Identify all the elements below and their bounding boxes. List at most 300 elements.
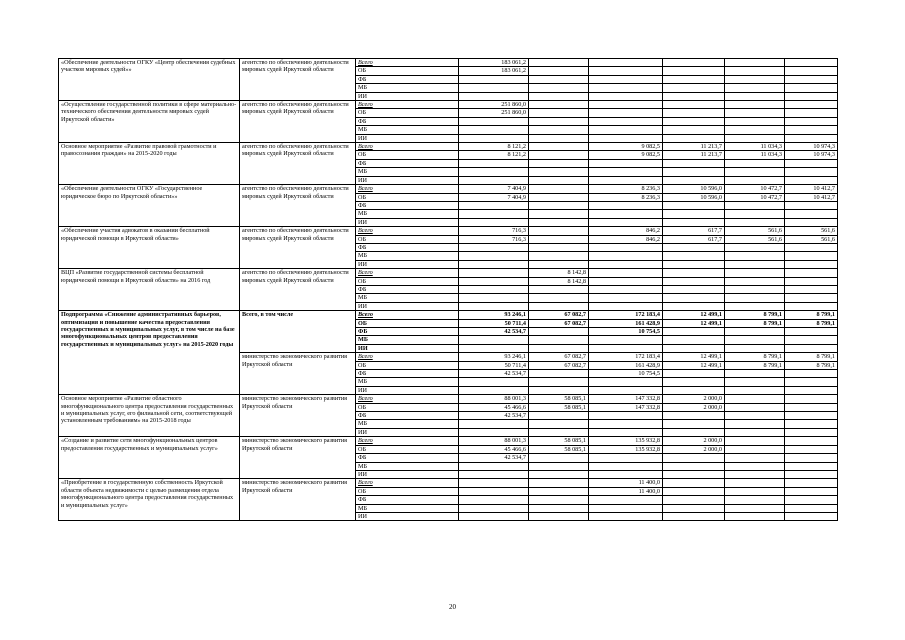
amount-cell (663, 428, 725, 436)
amount-cell (725, 252, 785, 260)
amount-cell (785, 159, 838, 167)
funding-source: МБ (356, 504, 459, 512)
amount-cell: 10 974,3 (785, 151, 838, 159)
amount-cell (663, 134, 725, 142)
amount-cell (529, 227, 589, 235)
amount-cell (459, 176, 529, 184)
amount-cell: 8 799,1 (785, 311, 838, 319)
amount-cell (663, 386, 725, 394)
funding-source: ФБ (356, 412, 459, 420)
responsible-executor: министерство экономического развития Иркутской области (240, 479, 356, 521)
amount-cell: 42 534,7 (459, 412, 529, 420)
funding-source: Всего (356, 143, 459, 151)
amount-cell: 11 034,3 (725, 151, 785, 159)
table-row (59, 143, 838, 151)
amount-cell (725, 370, 785, 378)
amount-cell (663, 269, 725, 277)
amount-cell: 10 472,7 (725, 193, 785, 201)
table-row (59, 269, 838, 277)
amount-cell (663, 159, 725, 167)
amount-cell (785, 294, 838, 302)
amount-cell: 161 428,9 (589, 361, 663, 369)
amount-cell: 93 246,1 (459, 353, 529, 361)
amount-cell (589, 386, 663, 394)
amount-cell: 58 085,1 (529, 395, 589, 403)
amount-cell (529, 252, 589, 260)
amount-cell (529, 109, 589, 117)
amount-cell (725, 504, 785, 512)
amount-cell (589, 84, 663, 92)
amount-cell (663, 370, 725, 378)
amount-cell (725, 159, 785, 167)
amount-cell (725, 454, 785, 462)
amount-cell (529, 243, 589, 251)
amount-cell (529, 412, 589, 420)
amount-cell (589, 504, 663, 512)
funding-source: ОБ (356, 193, 459, 201)
amount-cell (663, 260, 725, 268)
amount-cell (725, 117, 785, 125)
amount-cell (785, 395, 838, 403)
amount-cell (785, 59, 838, 67)
amount-cell: 58 085,1 (529, 445, 589, 453)
amount-cell: 2 000,0 (663, 403, 725, 411)
amount-cell: 10 412,7 (785, 193, 838, 201)
amount-cell: 93 246,1 (459, 311, 529, 319)
measure-name: «Обеспечение участия адвокатов в оказании бесплатной юридической помощи в Иркутской области» (59, 227, 240, 269)
amount-cell (785, 504, 838, 512)
amount-cell (459, 159, 529, 167)
amount-cell (785, 445, 838, 453)
responsible-executor: министерство экономического развития Иркутской области (240, 437, 356, 479)
amount-cell: 846,2 (589, 227, 663, 235)
funding-source: ФБ (356, 454, 459, 462)
amount-cell (785, 168, 838, 176)
amount-cell (663, 218, 725, 226)
amount-cell: 135 932,8 (589, 445, 663, 453)
amount-cell (663, 454, 725, 462)
amount-cell (459, 294, 529, 302)
funding-source: ФБ (356, 328, 459, 336)
amount-cell (589, 176, 663, 184)
amount-cell (785, 487, 838, 495)
amount-cell (725, 285, 785, 293)
amount-cell (785, 101, 838, 109)
amount-cell: 7 404,9 (459, 193, 529, 201)
funding-source: ОБ (356, 403, 459, 411)
amount-cell (529, 496, 589, 504)
funding-source: МБ (356, 462, 459, 470)
amount-cell (725, 445, 785, 453)
amount-cell (529, 75, 589, 83)
amount-cell: 617,7 (663, 235, 725, 243)
table-row (59, 311, 838, 319)
amount-cell (459, 285, 529, 293)
amount-cell (663, 378, 725, 386)
amount-cell (725, 260, 785, 268)
funding-source: ИИ (356, 134, 459, 142)
amount-cell (725, 479, 785, 487)
amount-cell (589, 496, 663, 504)
table-row (59, 101, 838, 109)
amount-cell (725, 412, 785, 420)
amount-cell (459, 277, 529, 285)
funding-source: ФБ (356, 159, 459, 167)
funding-source: МБ (356, 168, 459, 176)
amount-cell (663, 84, 725, 92)
amount-cell (459, 92, 529, 100)
amount-cell (725, 420, 785, 428)
amount-cell (459, 496, 529, 504)
amount-cell (589, 269, 663, 277)
amount-cell (785, 210, 838, 218)
funding-source: Всего (356, 59, 459, 67)
amount-cell (589, 294, 663, 302)
amount-cell (529, 479, 589, 487)
funding-source: Всего (356, 311, 459, 319)
responsible-executor: агентство по обеспечению деятельности мировых судей Иркутской области (240, 185, 356, 227)
amount-cell (589, 454, 663, 462)
funding-source: ОБ (356, 67, 459, 75)
responsible-executor: Всего, в том числе (240, 311, 356, 353)
funding-source: ИИ (356, 92, 459, 100)
funding-source: ОБ (356, 319, 459, 327)
amount-cell: 50 711,4 (459, 319, 529, 327)
amount-cell: 8 799,1 (785, 361, 838, 369)
amount-cell (725, 378, 785, 386)
amount-cell (725, 462, 785, 470)
amount-cell (785, 370, 838, 378)
amount-cell (529, 487, 589, 495)
amount-cell (459, 487, 529, 495)
amount-cell (725, 328, 785, 336)
amount-cell (459, 386, 529, 394)
amount-cell (663, 462, 725, 470)
amount-cell: 10 754,5 (589, 328, 663, 336)
amount-cell (725, 201, 785, 209)
amount-cell: 42 534,7 (459, 454, 529, 462)
measure-name: Подпрограмма «Снижение административных барьеров, оптимизация и повышение качества предоставления государственных и муниципальных услуг, в том числе на базе многофункциональных центров предоставления государственных и муниципальных услуг» на 2015-2020 годы (59, 311, 240, 395)
amount-cell (589, 92, 663, 100)
amount-cell (785, 84, 838, 92)
funding-source: Всего (356, 227, 459, 235)
amount-cell: 12 499,1 (663, 361, 725, 369)
amount-cell (663, 294, 725, 302)
amount-cell: 2 000,0 (663, 395, 725, 403)
amount-cell (589, 420, 663, 428)
amount-cell: 161 428,9 (589, 319, 663, 327)
funding-source: Всего (356, 437, 459, 445)
table-row (59, 227, 838, 235)
responsible-executor: министерство экономического развития Иркутской области (240, 353, 356, 395)
amount-cell (663, 117, 725, 125)
amount-cell (785, 117, 838, 125)
amount-cell (529, 151, 589, 159)
amount-cell (459, 243, 529, 251)
funding-source: ИИ (356, 260, 459, 268)
amount-cell (459, 210, 529, 218)
responsible-executor: агентство по обеспечению деятельности мировых судей Иркутской области (240, 269, 356, 311)
amount-cell: 2 000,0 (663, 437, 725, 445)
amount-cell (529, 420, 589, 428)
amount-cell (589, 201, 663, 209)
amount-cell (663, 285, 725, 293)
amount-cell (725, 218, 785, 226)
amount-cell: 8 799,1 (725, 319, 785, 327)
table-row (59, 395, 838, 403)
amount-cell: 183 061,2 (459, 67, 529, 75)
responsible-executor: агентство по обеспечению деятельности мировых судей Иркутской области (240, 59, 356, 101)
responsible-executor: агентство по обеспечению деятельности мировых судей Иркутской области (240, 101, 356, 143)
amount-cell (725, 126, 785, 134)
amount-cell (589, 344, 663, 352)
amount-cell (459, 201, 529, 209)
funding-source: ИИ (356, 176, 459, 184)
amount-cell (589, 59, 663, 67)
amount-cell (529, 92, 589, 100)
amount-cell: 2 000,0 (663, 445, 725, 453)
amount-cell: 617,7 (663, 227, 725, 235)
amount-cell (725, 294, 785, 302)
amount-cell: 88 001,3 (459, 395, 529, 403)
funding-source: Всего (356, 479, 459, 487)
amount-cell (529, 117, 589, 125)
amount-cell (589, 243, 663, 251)
measure-name: «Создание и развитие сети многофункциональных центров предоставления государственных и муниципальных услуг» (59, 437, 240, 479)
amount-cell: 11 213,7 (663, 143, 725, 151)
funding-source: ФБ (356, 201, 459, 209)
amount-cell (459, 428, 529, 436)
amount-cell (589, 109, 663, 117)
budget-table (58, 58, 838, 521)
amount-cell (529, 328, 589, 336)
amount-cell: 8 142,8 (529, 277, 589, 285)
amount-cell (529, 462, 589, 470)
amount-cell: 135 932,8 (589, 437, 663, 445)
amount-cell: 12 499,1 (663, 319, 725, 327)
amount-cell: 12 499,1 (663, 311, 725, 319)
funding-source: ФБ (356, 117, 459, 125)
amount-cell (459, 462, 529, 470)
amount-cell (663, 176, 725, 184)
page-number: 20 (449, 603, 456, 611)
amount-cell (529, 143, 589, 151)
amount-cell: 11 213,7 (663, 151, 725, 159)
amount-cell (589, 285, 663, 293)
amount-cell: 11 400,0 (589, 487, 663, 495)
amount-cell: 7 404,9 (459, 185, 529, 193)
amount-cell (529, 168, 589, 176)
funding-source: ОБ (356, 361, 459, 369)
amount-cell (459, 479, 529, 487)
responsible-executor: министерство экономического развития Иркутской области (240, 395, 356, 437)
amount-cell (663, 328, 725, 336)
amount-cell (725, 395, 785, 403)
funding-source: ОБ (356, 109, 459, 117)
amount-cell (785, 243, 838, 251)
amount-cell: 45 466,6 (459, 403, 529, 411)
amount-cell (785, 285, 838, 293)
amount-cell (785, 470, 838, 478)
amount-cell (785, 134, 838, 142)
funding-source: ФБ (356, 370, 459, 378)
amount-cell (725, 176, 785, 184)
amount-cell (529, 134, 589, 142)
amount-cell (785, 420, 838, 428)
amount-cell: 561,6 (725, 227, 785, 235)
amount-cell (529, 512, 589, 520)
amount-cell (725, 336, 785, 344)
amount-cell: 8 236,3 (589, 193, 663, 201)
amount-cell (459, 134, 529, 142)
amount-cell (725, 101, 785, 109)
amount-cell (725, 134, 785, 142)
measure-name: «Приобретение в государственную собственность Иркутской области объекта недвижимости с целью размещения отдела многофункционального центра предоставления государственных и муниципальных услуг» (59, 479, 240, 521)
amount-cell (785, 277, 838, 285)
amount-cell (663, 92, 725, 100)
amount-cell: 9 082,5 (589, 151, 663, 159)
funding-source: ОБ (356, 235, 459, 243)
table-row (59, 59, 838, 67)
amount-cell: 10 596,0 (663, 193, 725, 201)
amount-cell (663, 109, 725, 117)
amount-cell (725, 67, 785, 75)
amount-cell (785, 403, 838, 411)
amount-cell: 58 085,1 (529, 403, 589, 411)
amount-cell: 846,2 (589, 235, 663, 243)
table-row (59, 479, 838, 487)
amount-cell: 8 121,2 (459, 151, 529, 159)
amount-cell: 561,6 (785, 235, 838, 243)
amount-cell (459, 336, 529, 344)
amount-cell (529, 235, 589, 243)
amount-cell: 172 183,4 (589, 311, 663, 319)
amount-cell: 67 082,7 (529, 311, 589, 319)
amount-cell (725, 84, 785, 92)
amount-cell (663, 479, 725, 487)
funding-source: ИИ (356, 386, 459, 394)
amount-cell (663, 101, 725, 109)
amount-cell: 561,6 (725, 235, 785, 243)
amount-cell: 251 860,0 (459, 109, 529, 117)
amount-cell (663, 168, 725, 176)
amount-cell (785, 412, 838, 420)
amount-cell (589, 126, 663, 134)
amount-cell: 8 799,1 (785, 319, 838, 327)
amount-cell (589, 512, 663, 520)
funding-source: ФБ (356, 75, 459, 83)
amount-cell (529, 285, 589, 293)
funding-source: Всего (356, 101, 459, 109)
funding-source: ОБ (356, 487, 459, 495)
amount-cell (589, 101, 663, 109)
amount-cell (663, 470, 725, 478)
funding-source: МБ (356, 252, 459, 260)
funding-source: Всего (356, 185, 459, 193)
measure-name: Основное мероприятие «Развитие правовой грамотности и правосознания граждан» на 2015-2020 годы (59, 143, 240, 185)
measure-name: «Обеспечение деятельности ОГКУ «Центр обеспечения судебных участков мировых судей»» (59, 59, 240, 101)
amount-cell (529, 210, 589, 218)
amount-cell (589, 210, 663, 218)
amount-cell (589, 336, 663, 344)
amount-cell (663, 75, 725, 83)
amount-cell: 561,6 (785, 227, 838, 235)
amount-cell (589, 75, 663, 83)
amount-cell (785, 109, 838, 117)
amount-cell (589, 67, 663, 75)
amount-cell (785, 176, 838, 184)
amount-cell (459, 260, 529, 268)
funding-source: МБ (356, 294, 459, 302)
amount-cell (589, 117, 663, 125)
amount-cell: 45 466,6 (459, 445, 529, 453)
funding-source: МБ (356, 378, 459, 386)
amount-cell (459, 378, 529, 386)
amount-cell (529, 59, 589, 67)
funding-source: Всего (356, 353, 459, 361)
amount-cell (459, 84, 529, 92)
amount-cell (725, 428, 785, 436)
amount-cell (459, 269, 529, 277)
amount-cell (785, 67, 838, 75)
amount-cell (459, 252, 529, 260)
amount-cell (663, 487, 725, 495)
amount-cell (529, 159, 589, 167)
amount-cell: 147 332,8 (589, 395, 663, 403)
amount-cell (785, 454, 838, 462)
amount-cell (785, 218, 838, 226)
table-row (59, 185, 838, 193)
amount-cell: 716,3 (459, 227, 529, 235)
amount-cell: 67 082,7 (529, 353, 589, 361)
amount-cell (663, 512, 725, 520)
amount-cell (785, 378, 838, 386)
amount-cell: 8 142,8 (529, 269, 589, 277)
funding-source: Всего (356, 269, 459, 277)
amount-cell (785, 328, 838, 336)
amount-cell (725, 512, 785, 520)
funding-source: ОБ (356, 277, 459, 285)
funding-source: ФБ (356, 285, 459, 293)
funding-source: МБ (356, 210, 459, 218)
amount-cell (589, 470, 663, 478)
amount-cell: 11 400,0 (589, 479, 663, 487)
amount-cell (529, 378, 589, 386)
amount-cell (663, 59, 725, 67)
amount-cell (459, 420, 529, 428)
amount-cell: 8 799,1 (725, 353, 785, 361)
amount-cell (663, 243, 725, 251)
amount-cell (663, 336, 725, 344)
amount-cell: 251 860,0 (459, 101, 529, 109)
amount-cell (725, 269, 785, 277)
amount-cell (529, 386, 589, 394)
amount-cell (529, 84, 589, 92)
amount-cell (529, 504, 589, 512)
amount-cell: 12 499,1 (663, 353, 725, 361)
amount-cell (785, 512, 838, 520)
amount-cell: 88 001,3 (459, 437, 529, 445)
amount-cell (663, 420, 725, 428)
amount-cell: 716,3 (459, 235, 529, 243)
amount-cell (785, 269, 838, 277)
amount-cell (725, 487, 785, 495)
amount-cell (529, 260, 589, 268)
amount-cell: 8 799,1 (725, 361, 785, 369)
amount-cell (663, 210, 725, 218)
funding-source: МБ (356, 126, 459, 134)
funding-source: ОБ (356, 151, 459, 159)
